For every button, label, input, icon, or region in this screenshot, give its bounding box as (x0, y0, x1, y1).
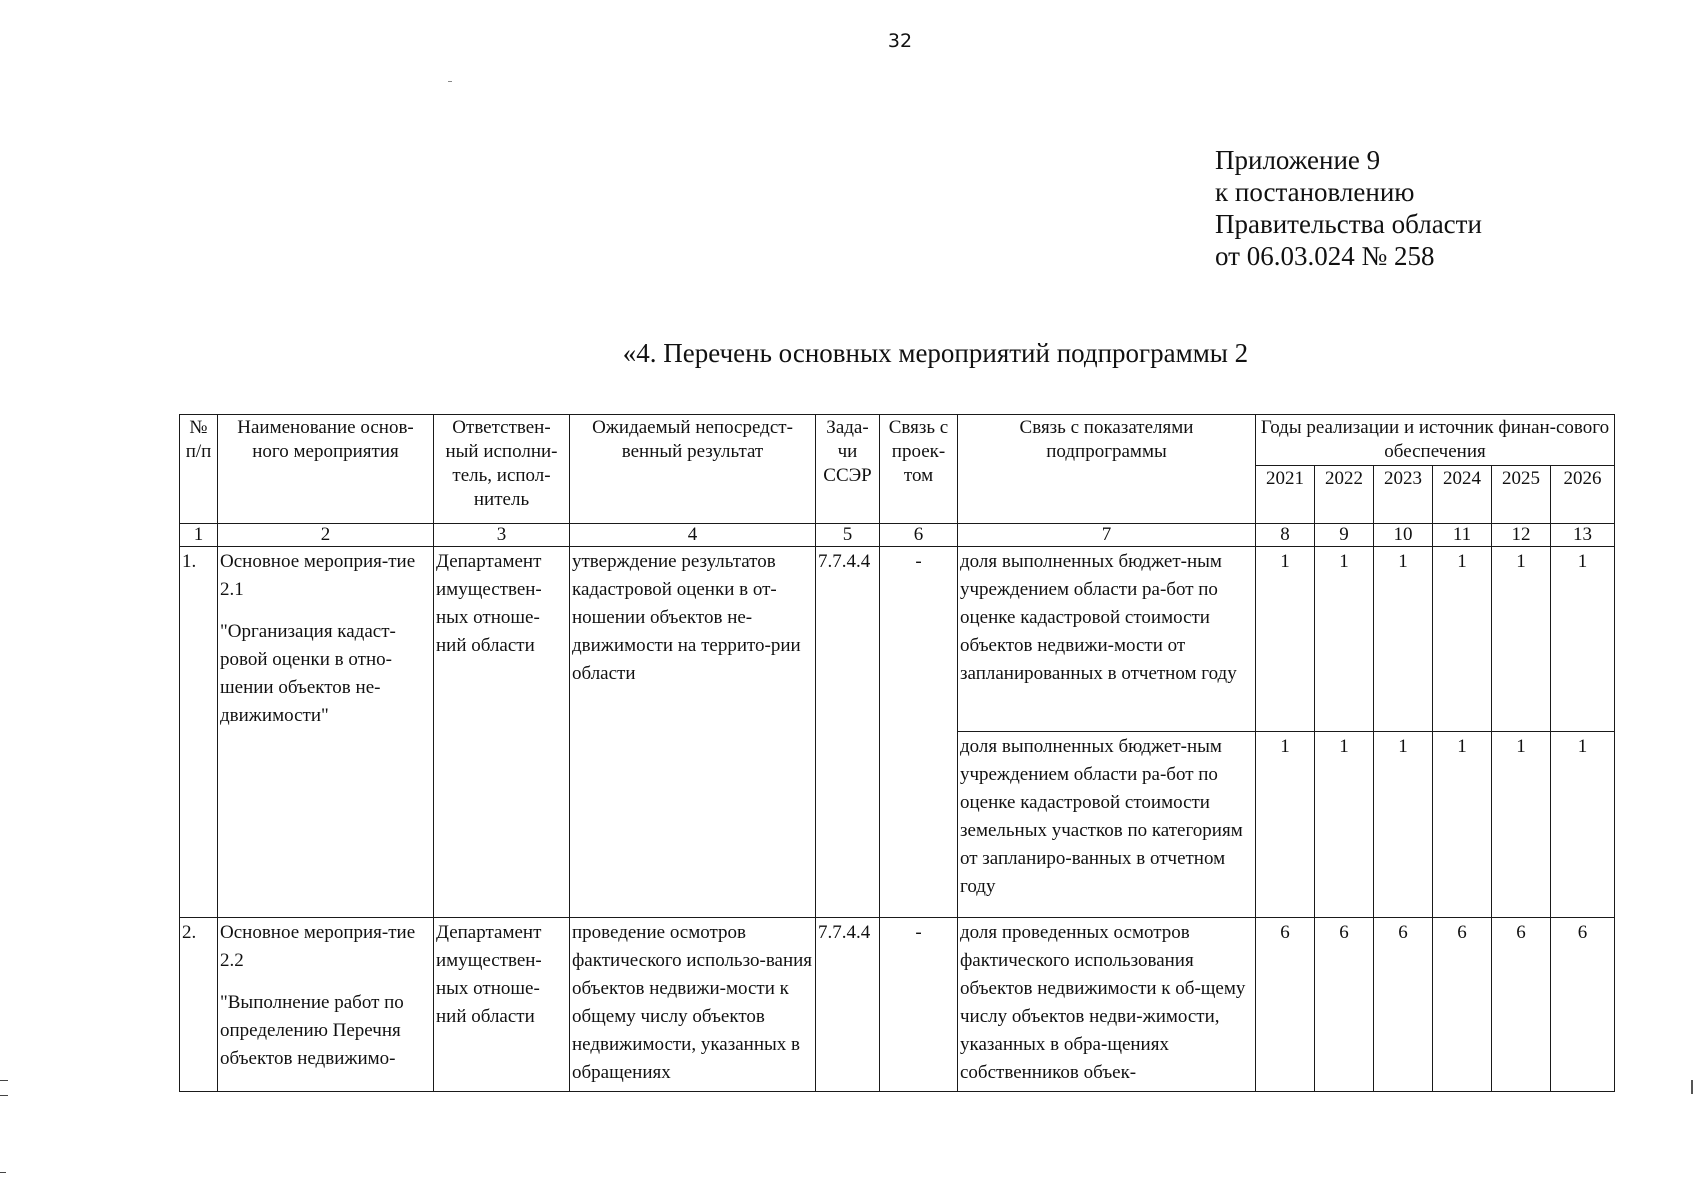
indicator-value: 1 (1433, 547, 1492, 732)
page-number: 32 (887, 30, 913, 52)
row-num: 1. (180, 547, 218, 918)
indicator-value: 1 (1256, 547, 1315, 732)
table-row (180, 547, 1615, 732)
appendix-line: Правительства области (1215, 209, 1482, 239)
header-year: 2024 (1433, 466, 1492, 524)
indicator-value: 1 (1315, 547, 1374, 732)
header-num: № п/п (180, 415, 218, 524)
row-num: 2. (180, 918, 218, 1092)
indicator-value: 6 (1256, 918, 1315, 1092)
row-executor: Департамент имуществен-ных отноше-ний области (434, 918, 570, 1092)
appendix-block (1215, 144, 1482, 272)
indicator-value: 1 (1551, 732, 1615, 918)
header-indicators: Связь с показателями подпрограммы (958, 415, 1256, 524)
column-number: 12 (1492, 524, 1551, 547)
header-year: 2025 (1492, 466, 1551, 524)
scan-margin-mark (0, 1080, 8, 1096)
row-task: 7.7.4.4 (816, 547, 880, 918)
scan-margin-mark (0, 1172, 6, 1173)
header-years-group: Годы реализации и источник финан-сового обеспечения (1256, 415, 1615, 466)
row-name-title: "Выполнение работ по определению Перечня объектов недвижимо- (220, 992, 404, 1069)
spacer (220, 975, 431, 989)
column-number: 4 (570, 524, 816, 547)
table-row (180, 918, 1615, 1092)
measures-table (179, 414, 1615, 1092)
indicator-value: 1 (1492, 547, 1551, 732)
indicator-value: 1 (1551, 547, 1615, 732)
indicator-value: 6 (1492, 918, 1551, 1092)
header-tasks: Зада-чи ССЭР (816, 415, 880, 524)
indicator-value: 1 (1315, 732, 1374, 918)
header-year: 2023 (1374, 466, 1433, 524)
indicator-value: 6 (1433, 918, 1492, 1092)
row-name-code: Основное мероприя-тие 2.2 (220, 922, 416, 971)
indicator-value: 1 (1433, 732, 1492, 918)
row-name (218, 547, 434, 918)
row-result: утверждение результатов кадастровой оценки в от-ношении объектов не-движимости на террито-рии области (570, 547, 816, 918)
scan-margin-mark (1691, 1080, 1693, 1094)
row-indicator: доля проведенных осмотров фактического использования объектов недвижимости к об-щему числу объектов недви-жимости, указанных в обра-щениях собственников объек- (958, 918, 1256, 1092)
row-task: 7.7.4.4 (816, 918, 880, 1092)
column-number: 10 (1374, 524, 1433, 547)
indicator-value: 1 (1374, 547, 1433, 732)
indicator-value: 6 (1551, 918, 1615, 1092)
indicator-value: 6 (1374, 918, 1433, 1092)
header-year: 2022 (1315, 466, 1374, 524)
header-executor: Ответствен-ный исполни-тель, испол-нитель (434, 415, 570, 524)
column-number: 7 (958, 524, 1256, 547)
header-year: 2021 (1256, 466, 1315, 524)
appendix-line: от 06.03.024 № 258 (1215, 241, 1435, 271)
header-project: Связь с проек-том (880, 415, 958, 524)
column-number: 1 (180, 524, 218, 547)
column-number: 13 (1551, 524, 1615, 547)
column-number: 11 (1433, 524, 1492, 547)
row-indicator: доля выполненных бюджет-ным учреждением области ра-бот по оценке кадастровой стоимости объектов недвижи-мости от запланированных в отчетном году (958, 547, 1256, 732)
header-year: 2026 (1551, 466, 1615, 524)
document-title-text: «4. Перечень основных мероприятий подпрограммы 2 (622, 338, 1249, 368)
row-project: - (880, 547, 958, 918)
document-title (0, 338, 1697, 369)
row-name-code: Основное мероприя-тие 2.1 (220, 551, 416, 600)
row-indicator: доля выполненных бюджет-ным учреждением области ра-бот по оценке кадастровой стоимости земельных участков по категориям от запланиро-ванных в отчетном году (958, 732, 1256, 918)
indicator-value: 6 (1315, 918, 1374, 1092)
header-name: Наименование основ-ного мероприятия (218, 415, 434, 524)
column-number: 8 (1256, 524, 1315, 547)
spacer (220, 604, 431, 618)
indicator-value: 1 (1374, 732, 1433, 918)
column-number: 6 (880, 524, 958, 547)
indicator-value: 1 (1256, 732, 1315, 918)
column-number: 9 (1315, 524, 1374, 547)
scan-speck (448, 81, 452, 82)
row-name-title: "Организация кадаст-ровой оценки в отно-шении объектов не-движимости" (220, 621, 396, 726)
header-row (180, 415, 1615, 466)
column-number: 2 (218, 524, 434, 547)
row-project: - (880, 918, 958, 1092)
column-numbers-row (180, 524, 1615, 547)
header-result: Ожидаемый непосредст-венный результат (570, 415, 816, 524)
row-executor: Департамент имуществен-ных отноше-ний области (434, 547, 570, 918)
row-result: проведение осмотров фактического использо-вания объектов недвижи-мости к общему числу объектов недвижимости, указанных в обращениях (570, 918, 816, 1092)
appendix-line: Приложение 9 (1215, 145, 1381, 175)
column-number: 3 (434, 524, 570, 547)
appendix-line: к постановлению (1215, 177, 1415, 207)
indicator-value: 1 (1492, 732, 1551, 918)
row-name (218, 918, 434, 1092)
column-number: 5 (816, 524, 880, 547)
